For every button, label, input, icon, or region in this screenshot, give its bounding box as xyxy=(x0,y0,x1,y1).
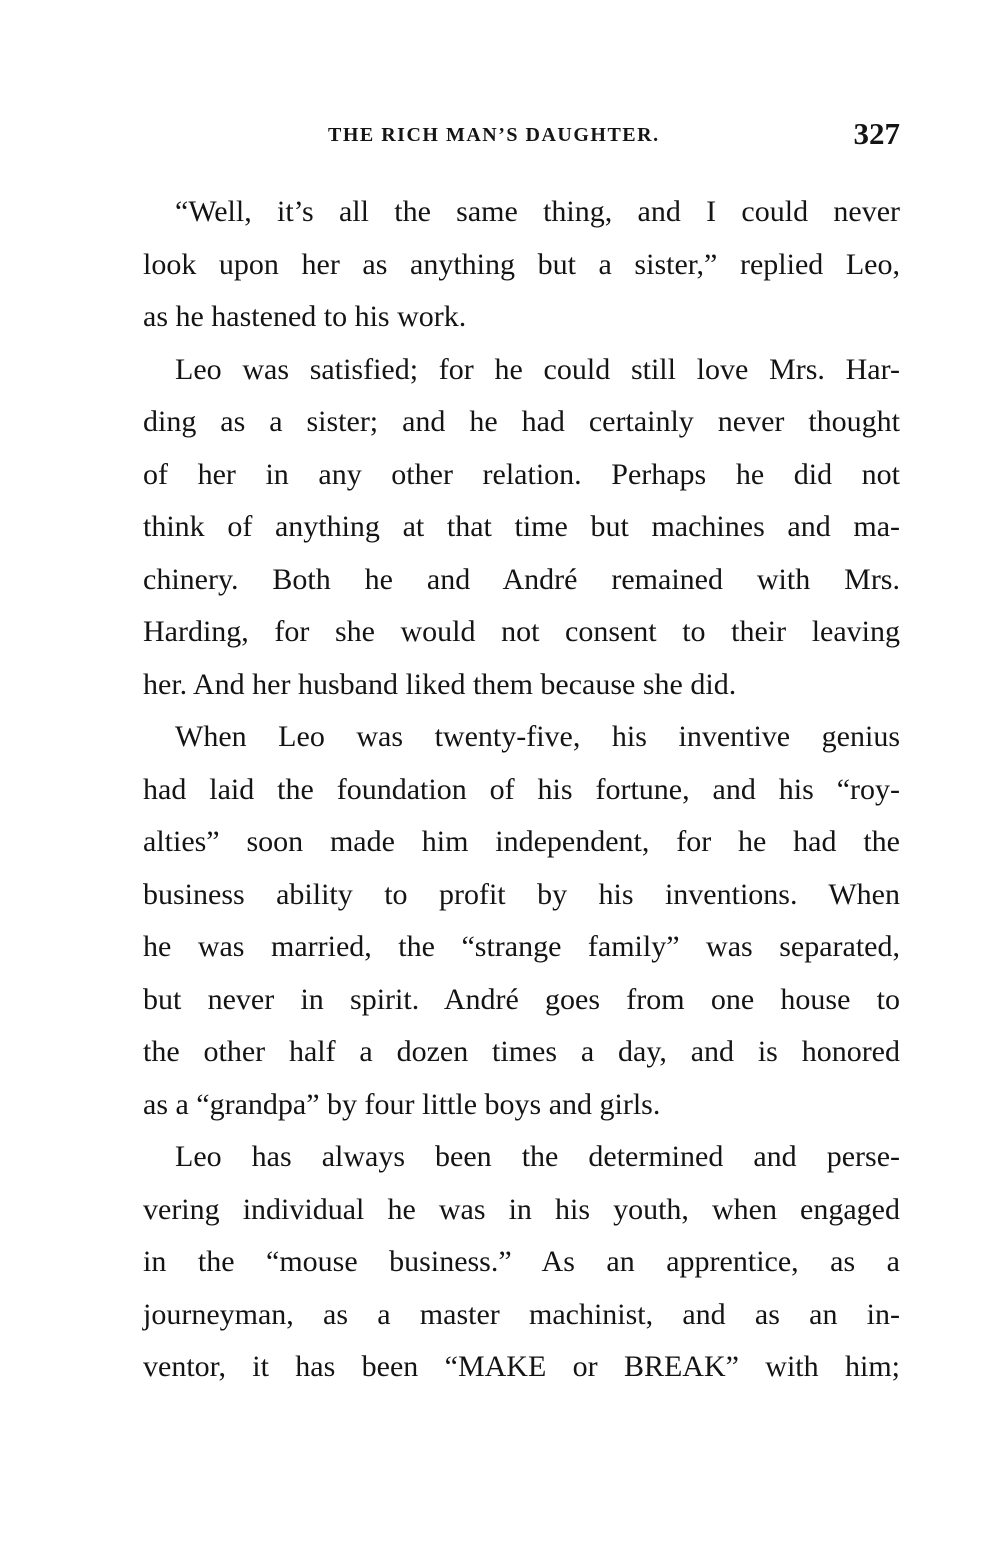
text-line: look upon her as anything but a sister,” replied Leo, xyxy=(143,247,900,281)
text-line: Harding, for she would not consent to their leaving xyxy=(143,615,900,648)
text-line: Leo has always been the determined and perse- xyxy=(175,1140,900,1173)
text-line: but never in spirit. André goes from one house to xyxy=(143,982,900,1016)
page-number: 327 xyxy=(853,116,900,151)
page-header xyxy=(143,116,900,156)
body-text xyxy=(143,186,900,1394)
text-line: When Leo was twenty-five, his inventive genius xyxy=(175,720,900,753)
text-line: alties” soon made him independent, for he had the xyxy=(143,825,900,858)
text-line: Leo was satisfied; for he could still love Mrs. Har- xyxy=(175,352,900,386)
text-line: chinery. Both he and André remained with Mrs. xyxy=(143,562,900,596)
text-line: think of anything at that time but machines and ma- xyxy=(143,510,900,543)
text-line: journeyman, as a master machinist, and as an in- xyxy=(143,1297,900,1331)
text-line: as he hastened to his work. xyxy=(143,300,467,333)
text-line: vering individual he was in his youth, when engaged xyxy=(143,1192,900,1226)
text-line: ventor, it has been “MAKE or BREAK” with him; xyxy=(143,1350,900,1383)
running-title: THE RICH MAN’S DAUGHTER. xyxy=(328,124,660,146)
text-line: in the “mouse business.” As an apprentice, as a xyxy=(143,1245,900,1278)
text-line: ding as a sister; and he had certainly never thought xyxy=(143,405,900,438)
text-line: the other half a dozen times a day, and is honored xyxy=(143,1035,900,1068)
text-line: “Well, it’s all the same thing, and I could never xyxy=(175,195,900,228)
text-line: of her in any other relation. Perhaps he did not xyxy=(143,457,900,491)
text-line: as a “grandpa” by four little boys and girls. xyxy=(143,1087,661,1121)
text-line: her. And her husband liked them because she did. xyxy=(143,667,737,701)
text-line: had laid the foundation of his fortune, and his “roy- xyxy=(143,772,900,806)
text-line: business ability to profit by his inventions. When xyxy=(143,877,900,911)
text-line: he was married, the “strange family” was separated, xyxy=(143,930,900,963)
